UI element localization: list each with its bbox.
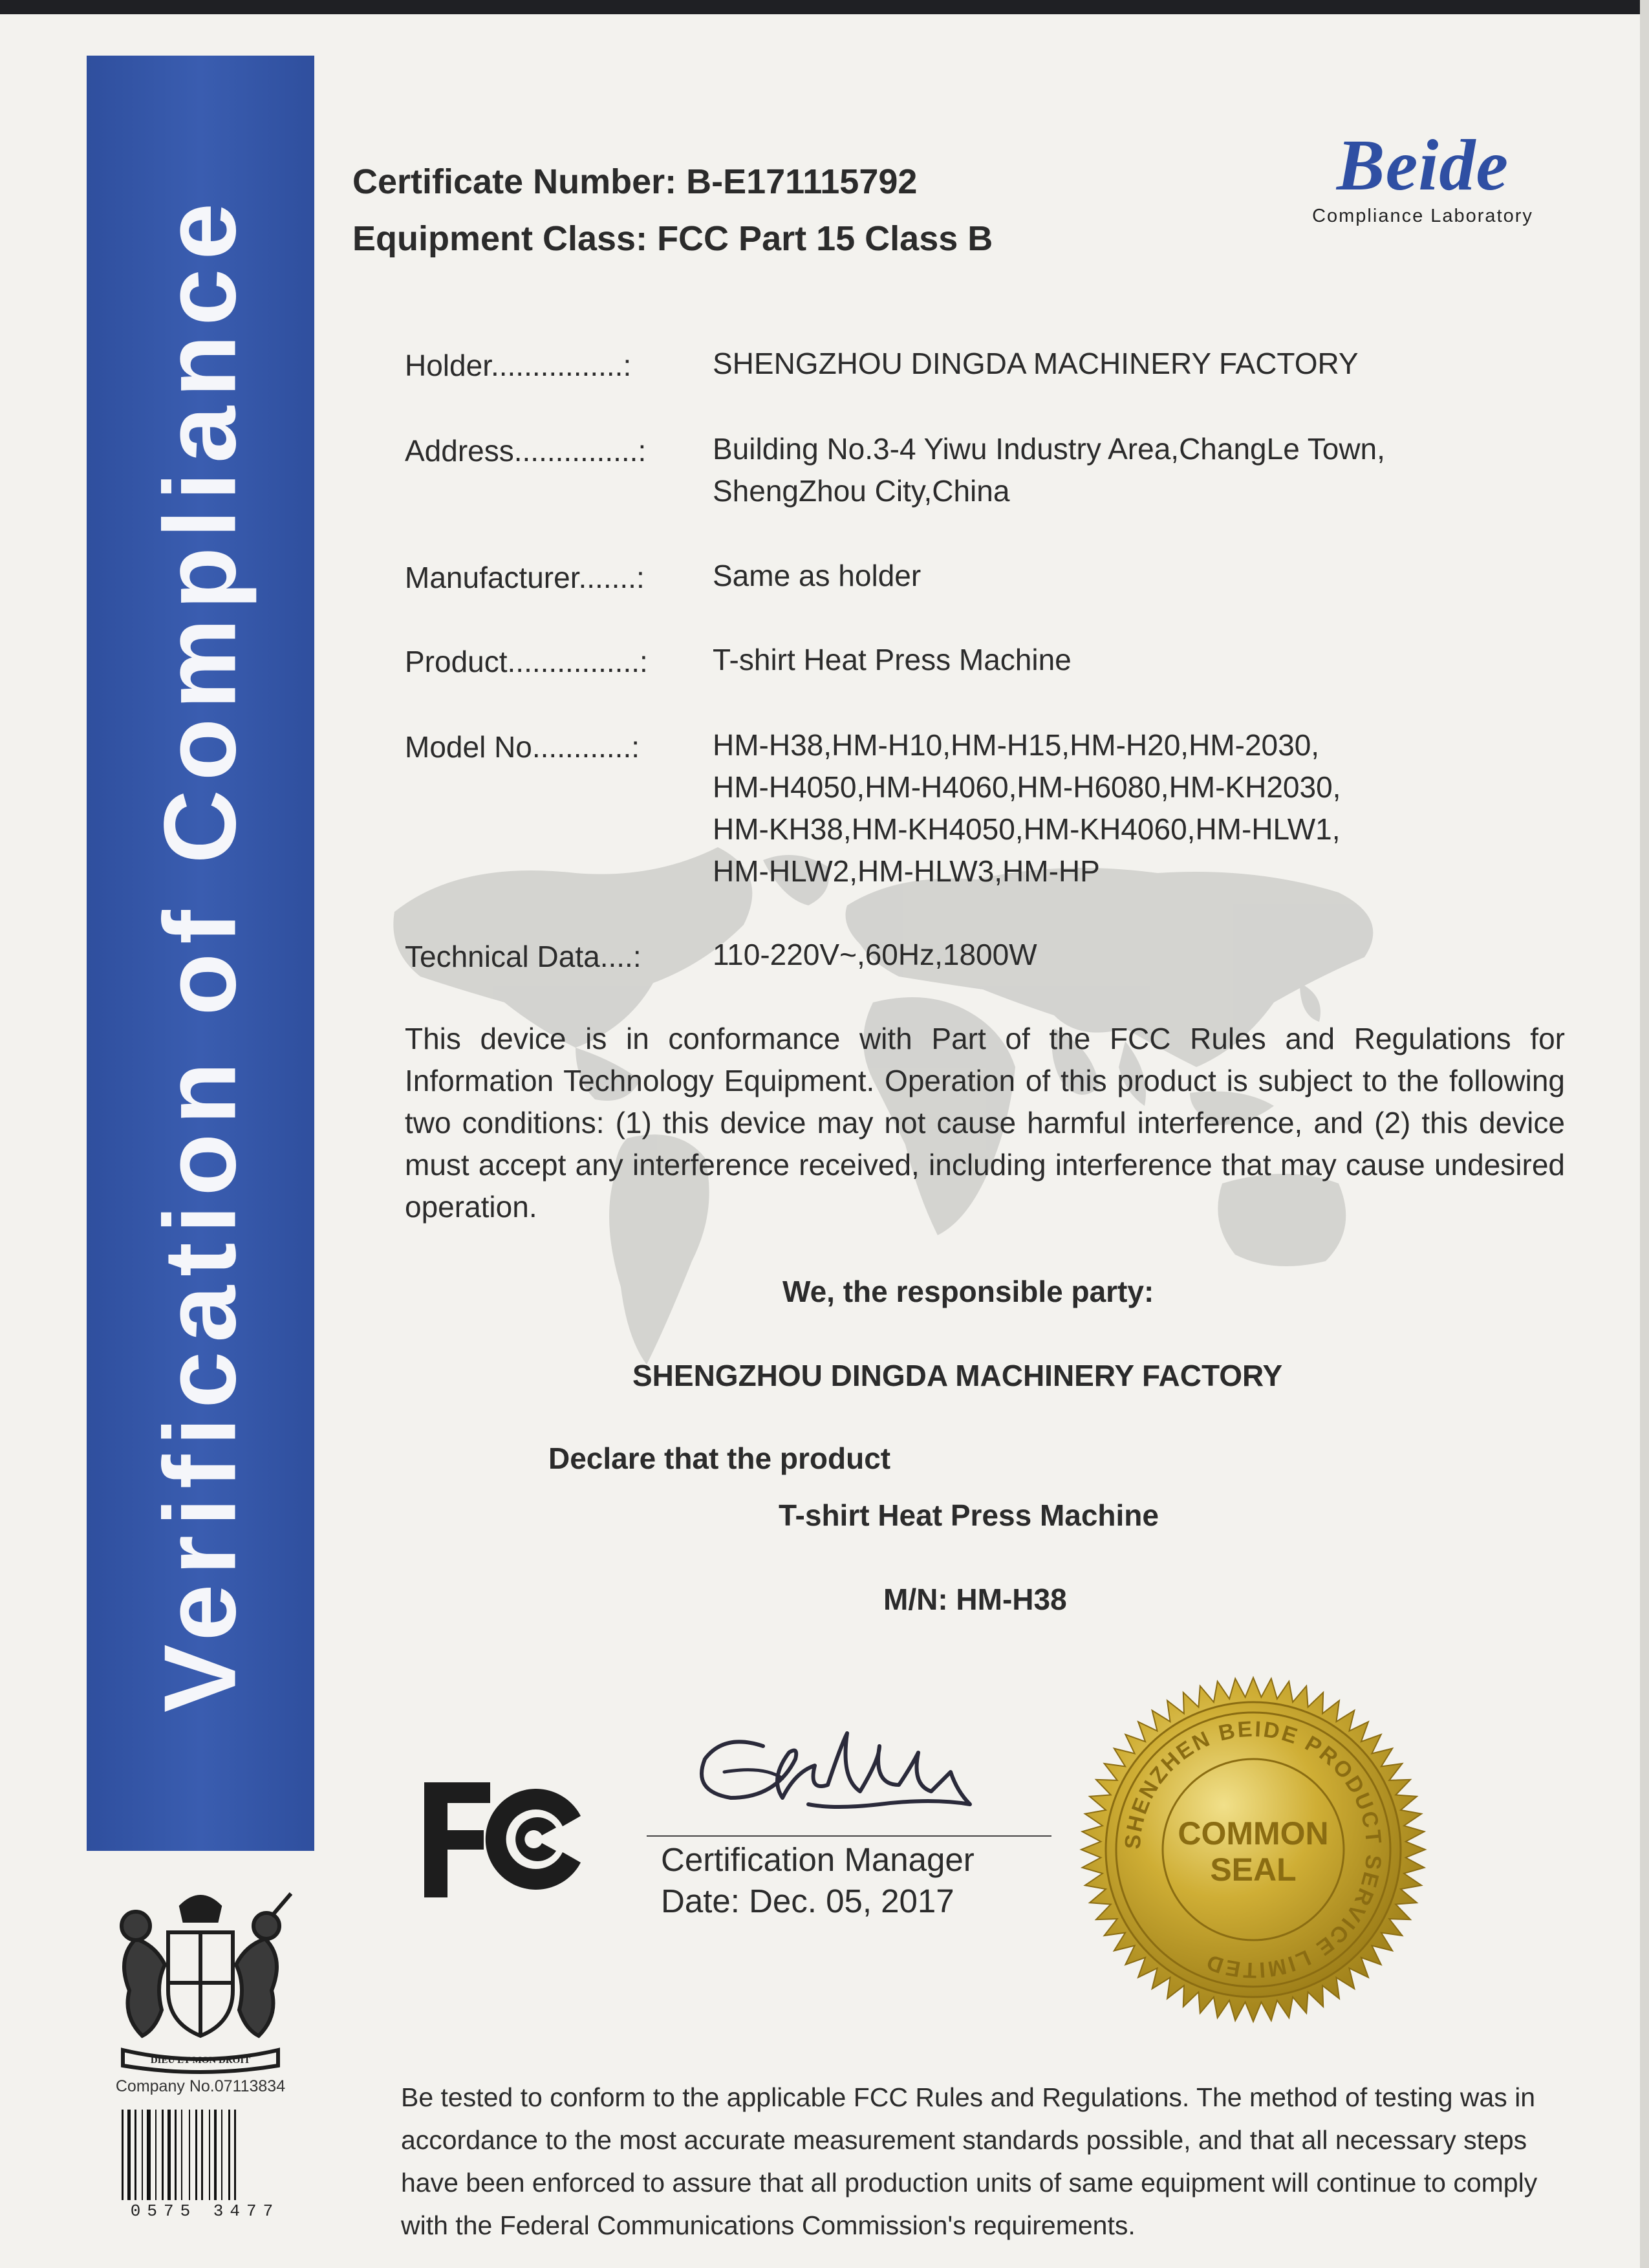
model-no-value [713, 724, 1341, 892]
signature-line [647, 1835, 1051, 1837]
royal-coat-of-arms [97, 1881, 304, 2075]
technical-data-value: 110-220V~,60Hz,1800W [713, 938, 1037, 971]
company-number-value: 07113834 [214, 2077, 286, 2095]
address-line: Building No.3-4 Yiwu Industry Area,ChangLe Town, [713, 432, 1385, 466]
product-value: T-shirt Heat Press Machine [713, 643, 1072, 676]
barcode [120, 2110, 290, 2205]
equipment-class: Equipment Class: FCC Part 15 Class B [352, 219, 993, 258]
logo-name: Beide [1336, 125, 1509, 206]
company-number [91, 2077, 310, 2096]
declared-product: T-shirt Heat Press Machine [779, 1498, 1159, 1532]
arms-motto: DIEU ET MON DROIT [150, 2055, 251, 2066]
fcc-logo [419, 1777, 592, 1900]
seal-center-line1: COMMON [1178, 1815, 1329, 1852]
holder-label: Holder................: [405, 349, 632, 382]
company-number-label: Company No. [115, 2077, 215, 2095]
vertical-banner [87, 56, 314, 1851]
logo-subtitle: Compliance Laboratory [1312, 206, 1533, 226]
signatory-role: Certification Manager [661, 1841, 975, 1878]
manager-signature [685, 1707, 1022, 1824]
beide-logo [1287, 125, 1558, 227]
address-line: ShengZhou City,China [713, 474, 1010, 508]
address-value [713, 428, 1385, 512]
seal-ring-text: SHENZHEN BEIDE PRODUCT SERVICE LIMITED [1120, 1716, 1386, 1983]
barcode-number: 0575 3477 [130, 2201, 280, 2221]
gold-seal [1079, 1675, 1428, 2024]
declaring-company: SHENGZHOU DINGDA MACHINERY FACTORY [632, 1359, 1283, 1392]
address-label: Address...............: [405, 434, 647, 468]
banner-title: Verification of Compliance [143, 193, 257, 1713]
model-line: HM-H38,HM-H10,HM-H15,HM-H20,HM-2030, [713, 728, 1320, 762]
certificate-date: Date: Dec. 05, 2017 [661, 1883, 954, 1919]
model-no-label: Model No............: [405, 730, 640, 764]
model-line: HM-H4050,HM-H4060,HM-H6080,HM-KH2030, [713, 770, 1341, 804]
model-line: HM-HLW2,HM-HLW3,HM-HP [713, 854, 1100, 888]
certificate-number: Certificate Number: B-E171115792 [352, 162, 918, 201]
manufacturer-value: Same as holder [713, 559, 921, 592]
holder-value: SHENGZHOU DINGDA MACHINERY FACTORY [713, 347, 1359, 380]
seal-center-line2: SEAL [1210, 1852, 1297, 1888]
model-line: HM-KH38,HM-KH4050,HM-KH4060,HM-HLW1, [713, 812, 1341, 846]
responsible-party: We, the responsible party: [782, 1275, 1154, 1308]
technical-data-label: Technical Data....: [405, 940, 641, 973]
product-label: Product................: [405, 645, 648, 678]
declare-statement: Declare that the product [548, 1442, 891, 1475]
scan-top-edge [0, 0, 1649, 14]
manufacturer-label: Manufacturer.......: [405, 561, 645, 594]
declared-model: M/N: HM-H38 [883, 1582, 1067, 1616]
conformance-paragraph: This device is in conformance with Part of the FCC Rules and Regulations for Information Technology Equipment. Operation of this product is subject to the following two conditions: (1) this device may not cause harmful interference, and (2) this device must accept any interference received, including interference that may cause undesired operation. [405, 1022, 1565, 1224]
footer-statement: Be tested to conform to the applicable FCC Rules and Regulations. The method of testing was in accordance to the most accurate measurement standards possible, and that all necessary steps have been enforced to assure that all production units of same equipment will continue to comply with the Federal Communications Commission's requirements. [401, 2082, 1538, 2240]
scan-right-edge [1640, 0, 1649, 2268]
